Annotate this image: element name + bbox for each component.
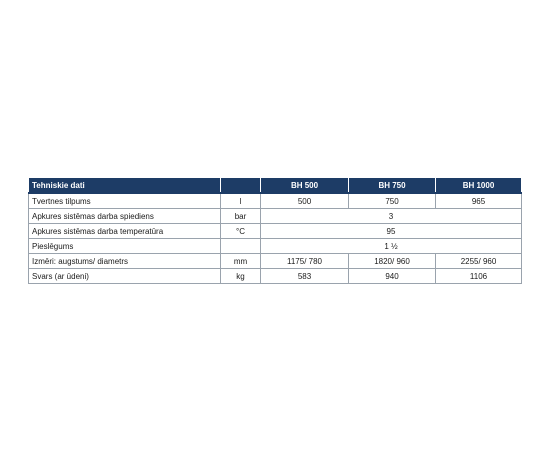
row-label: Tvertnes tilpums: [29, 193, 221, 209]
row-value: 500: [261, 193, 349, 209]
row-value: 1106: [436, 269, 522, 284]
row-value: 1820/ 960: [349, 254, 436, 269]
row-unit: bar: [221, 209, 261, 224]
row-unit: kg: [221, 269, 261, 284]
row-unit: mm: [221, 254, 261, 269]
row-merged-value: 95: [261, 224, 522, 239]
row-value: 583: [261, 269, 349, 284]
header-model-1: BH 500: [261, 178, 349, 194]
header-unit: [221, 178, 261, 194]
table-row: [29, 269, 522, 284]
row-label: Apkures sistēmas darba temperatūra: [29, 224, 221, 239]
table-row: [29, 239, 522, 254]
row-label: Pieslēgums: [29, 239, 221, 254]
row-merged-value: 3: [261, 209, 522, 224]
row-value: 2255/ 960: [436, 254, 522, 269]
header-name: Tehniskie dati: [29, 178, 221, 194]
header-model-3: BH 1000: [436, 178, 522, 194]
header-model-2: BH 750: [349, 178, 436, 194]
row-value: 965: [436, 193, 522, 209]
table-row: [29, 254, 522, 269]
row-label: Izmēri: augstums/ diametrs: [29, 254, 221, 269]
table-row: [29, 193, 522, 209]
row-value: 750: [349, 193, 436, 209]
row-unit: l: [221, 193, 261, 209]
row-unit: [221, 239, 261, 254]
table-header-row: [29, 178, 522, 194]
table-row: [29, 224, 522, 239]
row-label: Apkures sistēmas darba spiediens: [29, 209, 221, 224]
row-value: 1175/ 780: [261, 254, 349, 269]
row-value: 940: [349, 269, 436, 284]
table-row: [29, 209, 522, 224]
row-merged-value: 1 ½: [261, 239, 522, 254]
tech-data-table: [28, 177, 522, 284]
row-label: Svars (ar ūdeni): [29, 269, 221, 284]
row-unit: °C: [221, 224, 261, 239]
